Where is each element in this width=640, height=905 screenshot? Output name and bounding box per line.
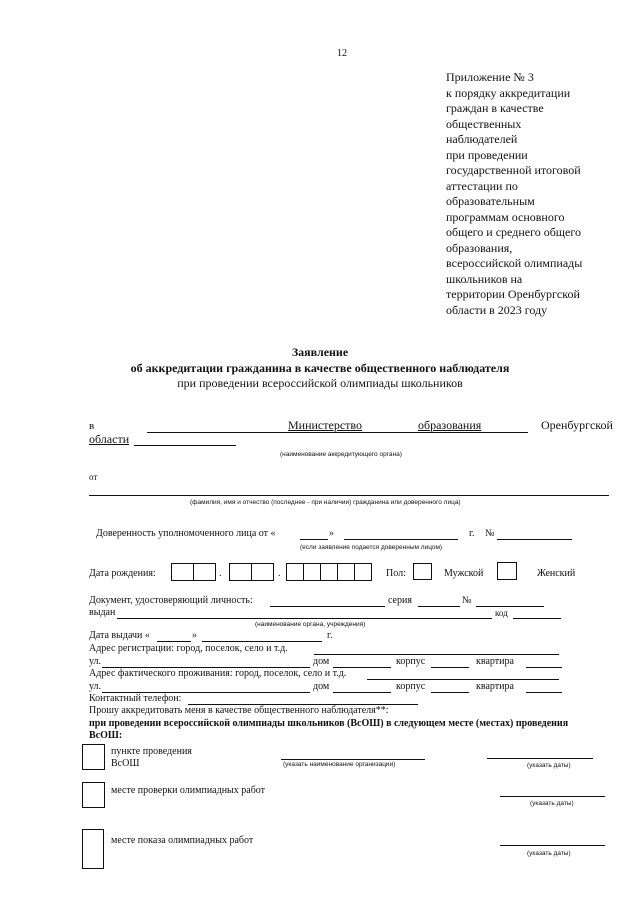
option-checkbox-check[interactable] bbox=[82, 782, 105, 808]
appendix-line: к порядку аккредитации bbox=[446, 85, 571, 100]
appendix-line: области в 2023 году bbox=[446, 302, 548, 317]
document-hint: (наименование органа, учреждения) bbox=[255, 621, 366, 628]
appendix-line: образования, bbox=[446, 240, 513, 255]
gender-label: Пол: bbox=[386, 568, 406, 579]
gender-male-label: Мужской bbox=[444, 568, 484, 579]
gender-male-checkbox[interactable] bbox=[413, 563, 432, 580]
document-code-label: код bbox=[495, 608, 508, 618]
appendix-line: наблюдателей bbox=[446, 132, 518, 146]
issue-date-label: Дата выдачи « bbox=[89, 630, 150, 641]
issue-quote: » bbox=[192, 630, 197, 641]
actual-apartment-label: квартира bbox=[476, 681, 514, 692]
option-label: пункте проведения bbox=[111, 746, 192, 757]
issue-month-line[interactable] bbox=[202, 641, 322, 642]
to-word: Министерство bbox=[288, 418, 362, 432]
document-label: Документ, удостоверяющий личность: bbox=[89, 595, 253, 606]
appendix-line: общего и среднего общего bbox=[446, 225, 581, 239]
birth-day-box[interactable] bbox=[171, 563, 194, 581]
gender-female-label: Женский bbox=[537, 568, 576, 579]
issue-year: г. bbox=[327, 630, 333, 641]
to-word: образования bbox=[418, 418, 482, 432]
birth-label: Дата рождения: bbox=[89, 568, 156, 579]
appendix-line: территории Оренбургской bbox=[446, 287, 580, 301]
to-word: Оренбургской bbox=[541, 418, 613, 432]
birth-year-box[interactable] bbox=[303, 563, 321, 581]
to-line-2[interactable] bbox=[134, 445, 236, 446]
appendix-block bbox=[446, 70, 626, 318]
birth-year-box[interactable] bbox=[337, 563, 355, 581]
to-word: области bbox=[89, 432, 130, 446]
option-label: месте проверки олимпиадных работ bbox=[111, 785, 266, 796]
appendix-line: аттестации по bbox=[446, 178, 518, 193]
appendix-line: государственной итоговой bbox=[446, 163, 581, 177]
actual-building-line[interactable] bbox=[431, 692, 469, 693]
actual-address-label: Адрес фактического проживания: город, поселок, село и т.д. bbox=[89, 668, 347, 679]
option-label: месте показа олимпиадных работ bbox=[111, 835, 254, 846]
request-line2-cont: ВсОШ: bbox=[89, 730, 123, 741]
document-series-label: серия bbox=[388, 595, 412, 606]
poa-month-line[interactable] bbox=[344, 539, 458, 540]
birth-day-box[interactable] bbox=[193, 563, 216, 581]
title-line2: об аккредитации гражданина в качестве общественного наблюдателя bbox=[130, 361, 510, 375]
actual-street-label: ул. bbox=[89, 681, 102, 692]
reg-street-label: ул. bbox=[89, 656, 102, 667]
reg-address-label: Адрес регистрации: город, поселок, село и т.д. bbox=[89, 643, 288, 654]
actual-house-line[interactable] bbox=[333, 692, 391, 693]
option-org-line[interactable] bbox=[281, 759, 425, 760]
appendix-line: школьников на bbox=[446, 271, 523, 286]
document-code-line[interactable] bbox=[513, 618, 561, 619]
document-number-line[interactable] bbox=[476, 606, 544, 607]
reg-apartment-line[interactable] bbox=[526, 667, 562, 668]
birth-sep: . bbox=[219, 568, 222, 579]
poa-hint: (если заявление подается доверенным лицом) bbox=[300, 544, 443, 551]
option-date-hint: (указать даты) bbox=[527, 850, 571, 857]
appendix-line: образовательным bbox=[446, 194, 535, 208]
option-checkbox-show[interactable] bbox=[82, 829, 104, 869]
reg-city-line[interactable] bbox=[314, 654, 559, 655]
title-line3: при проведении всероссийской олимпиады школьников bbox=[177, 376, 463, 390]
reg-house-label: дом bbox=[313, 656, 330, 667]
request-line1: Прошу аккредитовать меня в качестве общественного наблюдателя**: bbox=[89, 705, 389, 716]
document-type-line[interactable] bbox=[270, 606, 385, 607]
poa-label: Доверенность уполномоченного лица от « bbox=[96, 528, 276, 539]
option-checkbox-point[interactable] bbox=[82, 744, 105, 770]
appendix-line: Приложение № 3 bbox=[446, 70, 534, 84]
option-date-line[interactable] bbox=[500, 796, 605, 797]
birth-month-box[interactable] bbox=[251, 563, 274, 581]
option-date-line[interactable] bbox=[500, 845, 605, 846]
poa-year: г. bbox=[469, 528, 475, 539]
appendix-line: программам основного bbox=[446, 209, 565, 224]
actual-apartment-line[interactable] bbox=[526, 692, 562, 693]
page-number: 12 bbox=[337, 48, 347, 59]
document-issued-label: выдан bbox=[89, 607, 116, 618]
actual-house-label: дом bbox=[313, 681, 330, 692]
birth-year-box[interactable] bbox=[354, 563, 372, 581]
poa-number-line[interactable] bbox=[497, 539, 572, 540]
reg-apartment-label: квартира bbox=[476, 656, 514, 667]
document-issued-line[interactable] bbox=[117, 618, 492, 619]
to-hint: (наименование аккредитующего органа) bbox=[280, 451, 402, 458]
document-series-line[interactable] bbox=[418, 606, 460, 607]
appendix-line: при проведении bbox=[446, 147, 528, 162]
request-line2: при проведении всероссийской олимпиады школьников (ВсОШ) в следующем месте (местах) проведения bbox=[89, 718, 569, 729]
option-org-hint: (указать наименование организации) bbox=[283, 761, 396, 768]
title-line1: Заявление bbox=[291, 345, 349, 359]
actual-city-line[interactable] bbox=[367, 679, 559, 680]
option-date-hint: (указать даты) bbox=[527, 762, 571, 769]
appendix-line: граждан в качестве bbox=[446, 101, 544, 115]
poa-day-line[interactable] bbox=[300, 539, 328, 540]
issue-day-line[interactable] bbox=[157, 641, 191, 642]
appendix-line: всероссийской олимпиады bbox=[446, 256, 583, 270]
to-prefix: в bbox=[89, 420, 95, 432]
appendix-line: общественных bbox=[446, 116, 522, 131]
reg-building-line[interactable] bbox=[431, 667, 469, 668]
option-label: ВсОШ bbox=[111, 758, 140, 769]
birth-sep: . bbox=[278, 568, 281, 579]
gender-female-checkbox[interactable] bbox=[497, 562, 517, 580]
birth-year-box[interactable] bbox=[320, 563, 338, 581]
from-line[interactable] bbox=[89, 495, 609, 496]
actual-building-label: корпус bbox=[396, 681, 426, 692]
from-prefix: от bbox=[89, 472, 98, 482]
from-hint: (фамилия, имя и отчество (последнее - при наличии) гражданина или доверенного лица) bbox=[190, 499, 461, 506]
option-date-line[interactable] bbox=[487, 758, 593, 759]
poa-quote: » bbox=[329, 528, 334, 539]
birth-year-box[interactable] bbox=[286, 563, 304, 581]
reg-building-label: корпус bbox=[396, 656, 426, 667]
option-date-hint: (указать даты) bbox=[530, 800, 574, 807]
poa-number: № bbox=[485, 528, 495, 539]
birth-month-box[interactable] bbox=[229, 563, 252, 581]
phone-label: Контактный телефон: bbox=[89, 693, 182, 704]
document-number-label: № bbox=[462, 595, 472, 606]
